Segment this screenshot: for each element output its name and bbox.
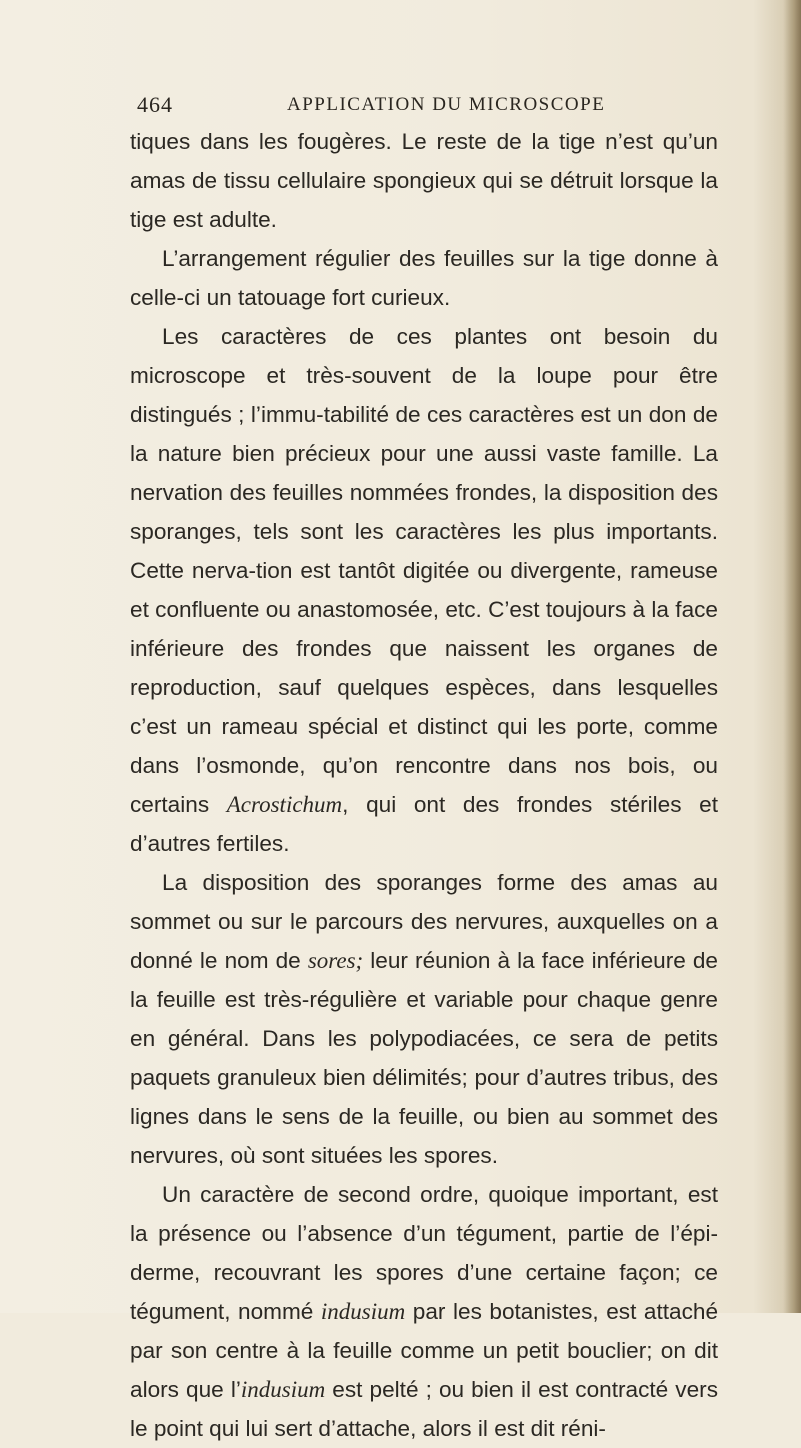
paragraph-2: L’arrangement régulier des feuilles sur la tige donne à celle-ci un tatouage fort curieux. [130, 246, 718, 310]
page-edge-shadow [783, 0, 801, 1313]
page-header [137, 92, 719, 122]
paragraph-5-text-a: Un caractère de second ordre, quoique important, est la présence ou l’absence d’un tégument, partie de l’épi-derme, recouvrant les spores d’une certaine façon; ce tégument, nommé [130, 1182, 718, 1324]
paragraph-4 [130, 863, 718, 1175]
paragraph-4-italic: sores; [307, 948, 364, 973]
paragraph-1: tiques dans les fougères. Le reste de la tige n’est qu’un amas de tissu cellulaire spongieux qui se détruit lorsque la tige est adulte. [130, 129, 718, 232]
paragraph-5-italic-2: indusium [240, 1377, 326, 1402]
body-text [130, 122, 718, 1448]
paragraph-3-text-a: Les caractères de ces plantes ont besoin du microscope et très-souvent de la loupe pour être distingués ; l’immu-tabilité de ces caractères est un don de la nature bien précieux pour une aussi vaste famille. La nervation des feuilles nommées frondes, la disposition des sporanges, tels sont les caractères les plus importants. Cette nerva-tion est tantôt digitée ou divergente, rameuse et confluente ou anastomosée, etc. C’est toujours à la face inférieure des frondes que naissent les organes de reproduction, sauf quelques espèces, dans lesquelles c’est un rameau spécial et distinct qui les porte, comme dans l’osmonde, qu’on rencontre dans nos bois, ou certains [130, 324, 718, 817]
paragraph-4-text-a: La disposition des sporanges forme des amas au sommet ou sur le parcours des nervures, auxquelles on a donné le nom de [130, 870, 718, 973]
paragraph-3 [130, 317, 718, 863]
paragraph-3-italic: Acrostichum [226, 792, 343, 817]
paragraph-5 [130, 1175, 718, 1448]
paragraph-5-italic-1: indusium [320, 1299, 406, 1324]
paragraph-3-text-b: , qui ont des frondes stériles et d’autres fertiles. [130, 792, 718, 856]
paragraph-5-text-b: par les botanistes, est attaché par son centre à la feuille comme un petit bouclier; on dit alors que l’ [130, 1299, 719, 1402]
running-title: APPLICATION DU MICROSCOPE [287, 94, 606, 115]
paragraph-5-text-c: est pelté ; ou bien il est contracté vers le point qui lui sert d’attache, alors il est dit réni- [130, 1377, 718, 1441]
page-number: 464 [137, 92, 173, 117]
paragraph-4-text-b: leur réunion à la face inférieure de la feuille est très-régulière et variable pour chaque genre en général. Dans les polypodiacées, ce sera de petits paquets granuleux bien délimités; pour d’autres tribus, des lignes dans le sens de la feuille, ou bien au sommet des nervures, où sont situées les spores. [130, 948, 718, 1168]
